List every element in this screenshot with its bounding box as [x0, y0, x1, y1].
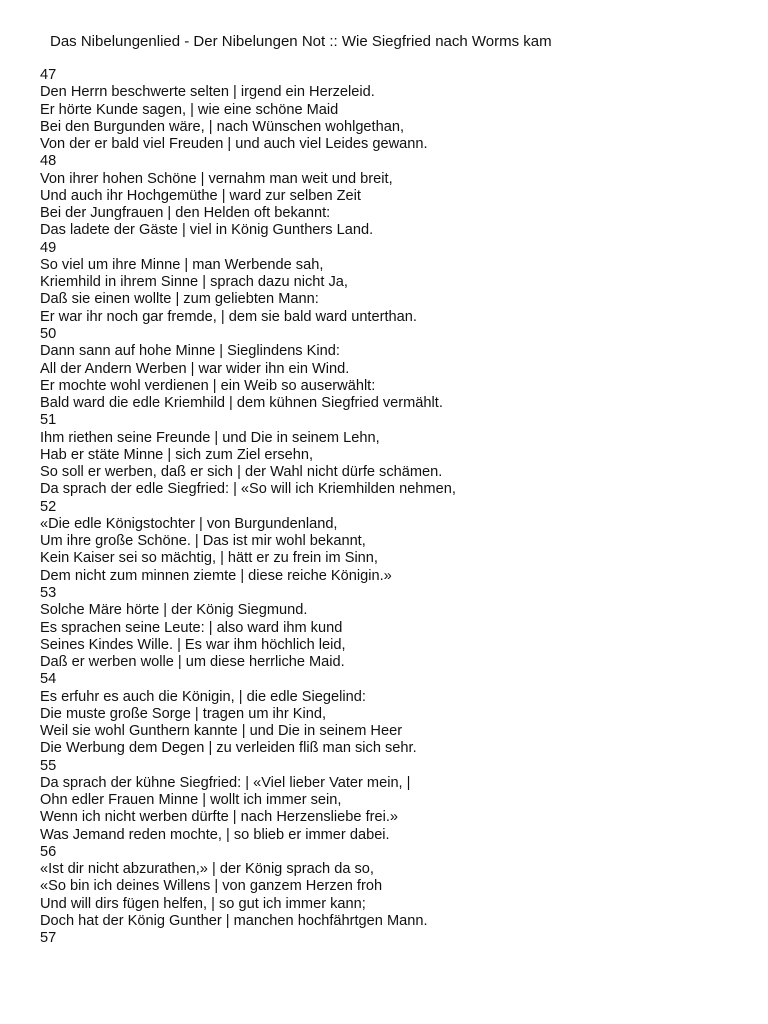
verse-line: Solche Märe hörte | der König Siegmund.	[40, 602, 308, 619]
verse-line: «Ist dir nicht abzurathen,» | der König sprach da so,	[40, 861, 374, 878]
stanza-number: 50	[40, 325, 57, 342]
verse-line: Dem nicht zum minnen ziemte | diese reiche Königin.»	[40, 567, 392, 584]
verse-line: Was Jemand reden mochte, | so blieb er immer dabei.	[40, 826, 390, 843]
verse-line: Es erfuhr es auch die Königin, | die edle Siegelind:	[40, 688, 366, 705]
stanza-number: 48	[40, 153, 57, 170]
stanza-number: 55	[40, 757, 57, 774]
verse-line: Ihm riethen seine Freunde | und Die in seinem Lehn,	[40, 429, 380, 446]
verse-line: Kriemhild in ihrem Sinne | sprach dazu nicht Ja,	[40, 274, 348, 291]
poem-text	[40, 67, 740, 948]
verse-line: Und auch ihr Hochgemüthe | ward zur selben Zeit	[40, 187, 361, 204]
verse-line: Die muste große Sorge | tragen um ihr Kind,	[40, 705, 327, 722]
stanza-number: 53	[40, 584, 57, 601]
stanza	[40, 585, 740, 671]
verse-line: Wenn ich nicht werben dürfte | nach Herzensliebe frei.»	[40, 809, 399, 826]
verse-line: Ohn edler Frauen Minne | wollt ich immer sein,	[40, 792, 342, 809]
verse-line: Bei den Burgunden wäre, | nach Wünschen wohlgethan,	[40, 118, 405, 135]
verse-line: Er hörte Kunde sagen, | wie eine schöne Maid	[40, 101, 339, 118]
stanza	[40, 326, 740, 412]
verse-line: Daß sie einen wollte | zum geliebten Mann:	[40, 291, 319, 308]
verse-line: Kein Kaiser sei so mächtig, | hätt er zu frein im Sinn,	[40, 550, 378, 567]
stanza	[40, 671, 740, 757]
verse-line: All der Andern Werben | war wider ihn ein Wind.	[40, 360, 350, 377]
verse-line: Um ihre große Schöne. | Das ist mir wohl bekannt,	[40, 533, 366, 550]
stanza	[40, 758, 740, 844]
verse-line: «So bin ich deines Willens | von ganzem Herzen froh	[40, 878, 383, 895]
stanza	[40, 930, 740, 947]
stanza	[40, 844, 740, 930]
verse-line: So viel um ihre Minne | man Werbende sah,	[40, 256, 324, 273]
stanza	[40, 153, 740, 239]
verse-line: Die Werbung dem Degen | zu verleiden fliß man sich sehr.	[40, 740, 417, 757]
verse-line: Doch hat der König Gunther | manchen hochfährtgen Mann.	[40, 913, 428, 930]
stanza-number: 52	[40, 498, 57, 515]
verse-line: Bei der Jungfrauen | den Helden oft bekannt:	[40, 205, 331, 222]
verse-line: Seines Kindes Wille. | Es war ihm höchlich leid,	[40, 636, 346, 653]
verse-line: Von der er bald viel Freuden | und auch viel Leides gewann.	[40, 136, 428, 153]
verse-line: Von ihrer hohen Schöne | vernahm man weit und breit,	[40, 170, 393, 187]
verse-line: Hab er stäte Minne | sich zum Ziel ersehn,	[40, 446, 314, 463]
verse-line: Er war ihr noch gar fremde, | dem sie bald ward unterthan.	[40, 308, 417, 325]
stanza	[40, 240, 740, 326]
verse-line: Es sprachen seine Leute: | also ward ihm kund	[40, 619, 343, 636]
verse-line: Und will dirs fügen helfen, | so gut ich immer kann;	[40, 895, 366, 912]
verse-line: Daß er werben wolle | um diese herrliche Maid.	[40, 654, 345, 671]
verse-line: Bald ward die edle Kriemhild | dem kühnen Siegfried vermählt.	[40, 395, 443, 412]
verse-line: Er mochte wohl verdienen | ein Weib so auserwählt:	[40, 377, 376, 394]
stanza	[40, 412, 740, 498]
stanza-number: 57	[40, 930, 57, 947]
verse-line: «Die edle Königstochter | von Burgundenland,	[40, 515, 338, 532]
page-title: Das Nibelungenlied - Der Nibelungen Not :: Wie Siegfried nach Worms kam	[50, 33, 552, 50]
stanza-number: 54	[40, 671, 57, 688]
stanza-number: 51	[40, 412, 57, 429]
stanza-number: 47	[40, 67, 57, 83]
verse-line: Den Herrn beschwerte selten | irgend ein Herzeleid.	[40, 84, 375, 101]
stanza	[40, 499, 740, 585]
stanza	[40, 67, 740, 153]
stanza-number: 56	[40, 843, 57, 860]
verse-line: Dann sann auf hohe Minne | Sieglindens Kind:	[40, 343, 340, 360]
verse-line: So soll er werben, daß er sich | der Wahl nicht dürfe schämen.	[40, 464, 443, 481]
verse-line: Da sprach der edle Siegfried: | «So will ich Kriemhilden nehmen,	[40, 481, 456, 498]
verse-line: Das ladete der Gäste | viel in König Gunthers Land.	[40, 222, 374, 239]
verse-line: Da sprach der kühne Siegfried: | «Viel lieber Vater mein, |	[40, 774, 411, 791]
stanza-number: 49	[40, 239, 57, 256]
verse-line: Weil sie wohl Gunthern kannte | und Die in seinem Heer	[40, 723, 403, 740]
